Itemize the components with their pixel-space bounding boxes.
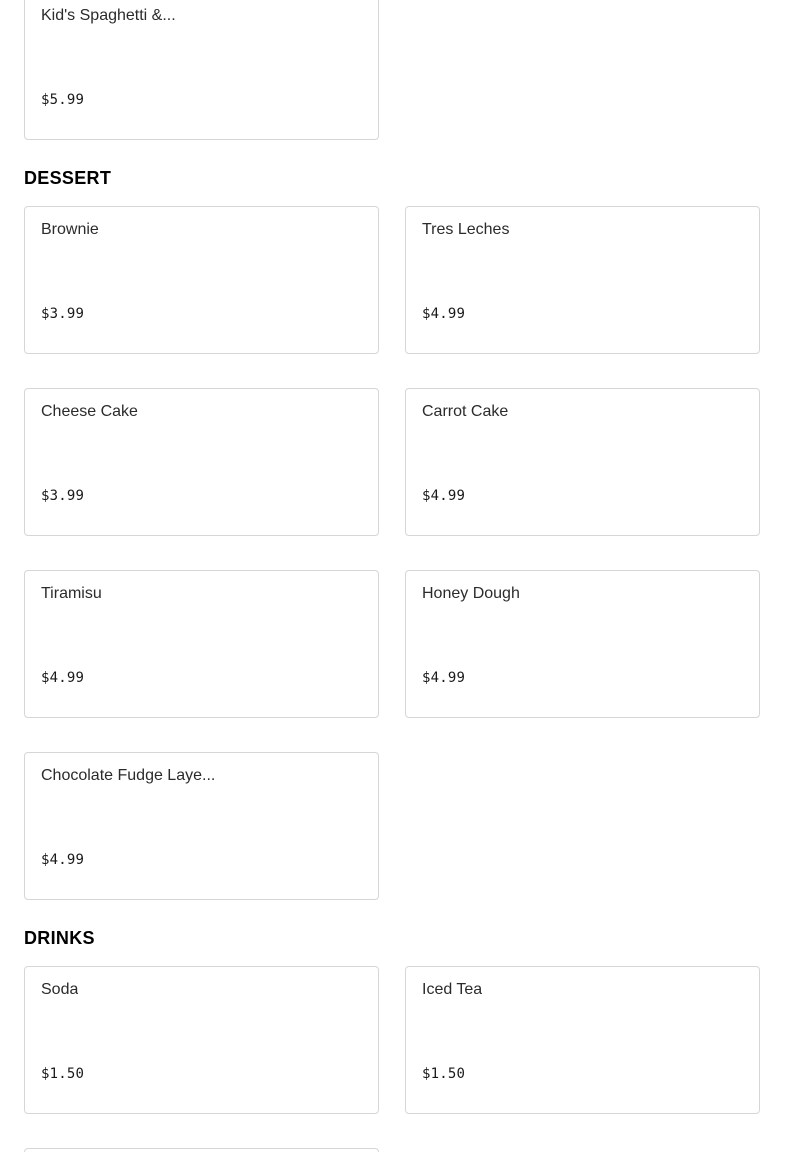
menu-item-name: Honey Dough <box>422 585 520 602</box>
section-title-drinks: DRINKS <box>24 928 95 948</box>
menu-item-price: $4.99 <box>422 670 466 686</box>
section-title-dessert: DESSERT <box>24 168 112 188</box>
menu-item-card-iced-tea[interactable] <box>405 966 760 1114</box>
menu-item-card-tiramisu[interactable] <box>24 570 379 718</box>
menu-item-card-carrot-cake[interactable] <box>405 388 760 536</box>
menu-item-name: Soda <box>41 981 79 998</box>
menu-item-price: $4.99 <box>422 306 466 322</box>
menu-item-name: Tiramisu <box>41 585 102 602</box>
menu-item-name: Cheese Cake <box>41 403 138 420</box>
menu-item-card-soda[interactable] <box>24 966 379 1114</box>
menu-item-price: $4.99 <box>41 852 85 868</box>
menu-item-card-kids-spaghetti[interactable] <box>24 0 379 140</box>
menu-item-price: $3.99 <box>41 306 85 322</box>
menu-item-card-partial[interactable] <box>24 1148 379 1152</box>
menu-item-card-tres-leches[interactable] <box>405 206 760 354</box>
menu-item-name: Carrot Cake <box>422 403 509 420</box>
menu-item-card-brownie[interactable] <box>24 206 379 354</box>
menu-item-name: Tres Leches <box>422 221 510 238</box>
menu-item-price: $1.50 <box>41 1066 85 1082</box>
menu-item-name: Brownie <box>41 221 99 238</box>
menu-item-name: Iced Tea <box>422 981 483 998</box>
menu-item-card-chocolate-fudge-layer[interactable] <box>24 752 379 900</box>
menu-item-card-cheese-cake[interactable] <box>24 388 379 536</box>
menu-item-price: $4.99 <box>41 670 85 686</box>
menu-item-name: Chocolate Fudge Laye... <box>41 767 216 784</box>
menu-item-price: $4.99 <box>422 488 466 504</box>
menu-item-price: $3.99 <box>41 488 85 504</box>
menu-item-card-honey-dough[interactable] <box>405 570 760 718</box>
menu-item-price: $5.99 <box>41 92 85 108</box>
menu-item-name: Kid's Spaghetti &... <box>41 7 176 24</box>
menu-item-price: $1.50 <box>422 1066 466 1082</box>
